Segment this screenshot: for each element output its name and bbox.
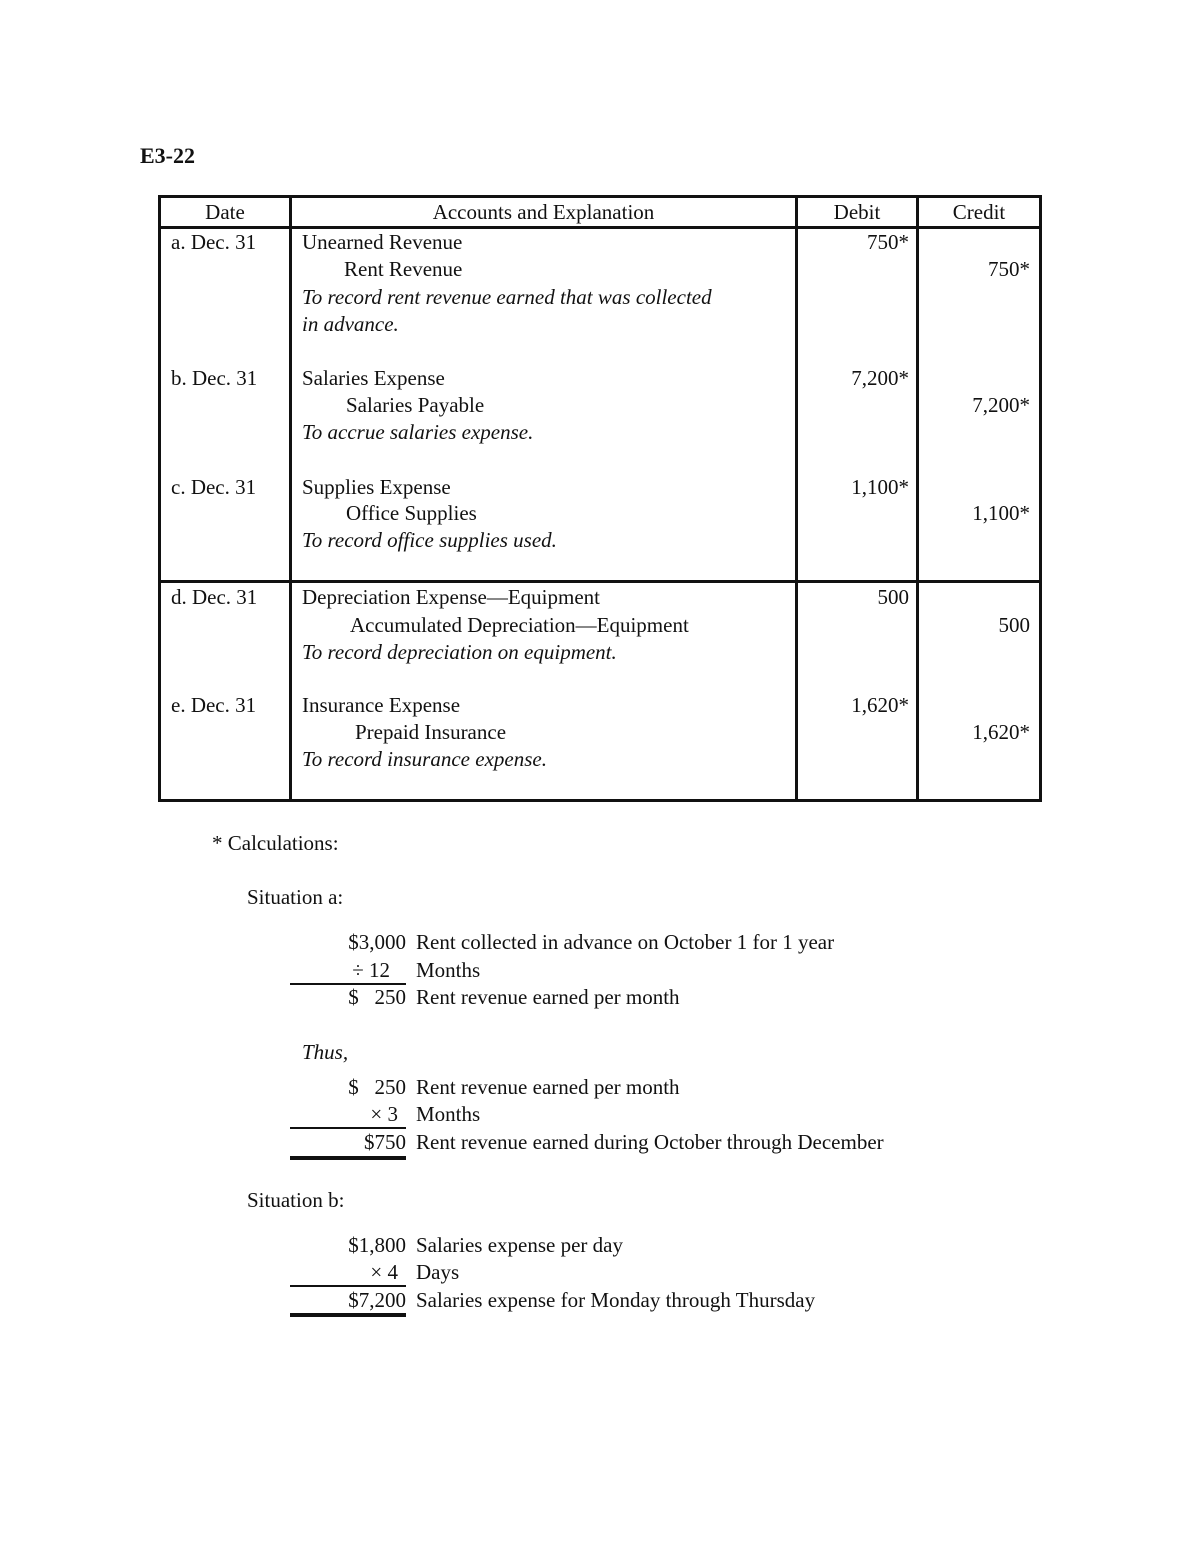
calc-description: Rent revenue earned per month bbox=[416, 1075, 680, 1099]
calc-amount: × 4 bbox=[370, 1260, 398, 1284]
entry-explanation: To record depreciation on equipment. bbox=[302, 640, 617, 664]
entry-explanation: To accrue salaries expense. bbox=[302, 420, 534, 444]
date-column-divider bbox=[289, 195, 292, 802]
situation-a-label: Situation a: bbox=[247, 885, 344, 909]
credit-amount: 7,200* bbox=[972, 393, 1030, 417]
debit-account: Salaries Expense bbox=[302, 366, 445, 390]
calc-amount: $ 250 bbox=[348, 1075, 406, 1099]
calc-description: Salaries expense for Monday through Thursday bbox=[416, 1288, 816, 1312]
header-accounts: Accounts and Explanation bbox=[432, 200, 655, 224]
calc-amount: $750 bbox=[364, 1130, 406, 1154]
calc-description: Salaries expense per day bbox=[416, 1233, 623, 1257]
entry-explanation: To record rent revenue earned that was collected bbox=[302, 285, 712, 309]
entry-explanation-cont: in advance. bbox=[302, 312, 399, 336]
debit-account: Depreciation Expense—Equipment bbox=[302, 585, 600, 609]
credit-account: Salaries Payable bbox=[346, 393, 485, 417]
calc-amount: $1,800 bbox=[348, 1233, 406, 1257]
exercise-title: E3-22 bbox=[140, 143, 195, 168]
situation-b-label: Situation b: bbox=[247, 1188, 345, 1212]
calc-amount: $ 250 bbox=[348, 985, 406, 1009]
calc-description: Rent collected in advance on October 1 for 1 year bbox=[416, 930, 835, 954]
calculations-heading: * Calculations: bbox=[212, 831, 339, 855]
debit-amount: 1,620* bbox=[851, 693, 909, 717]
calc-amount: $3,000 bbox=[348, 930, 406, 954]
credit-amount: 500 bbox=[998, 613, 1030, 637]
debit-account: Insurance Expense bbox=[302, 693, 461, 717]
calc-description: Months bbox=[416, 958, 481, 982]
accounts-column-divider bbox=[795, 195, 798, 802]
credit-account: Rent Revenue bbox=[344, 257, 463, 281]
credit-account: Prepaid Insurance bbox=[355, 720, 507, 744]
credit-amount: 1,100* bbox=[972, 501, 1030, 525]
entry-date: a. Dec. 31 bbox=[171, 230, 257, 254]
debit-amount: 1,100* bbox=[851, 475, 909, 499]
header-credit: Credit bbox=[952, 200, 1006, 224]
calc-description: Rent revenue earned per month bbox=[416, 985, 680, 1009]
entry-date: e. Dec. 31 bbox=[171, 693, 257, 717]
debit-amount: 7,200* bbox=[851, 366, 909, 390]
total-double-rule bbox=[290, 1156, 406, 1160]
debit-column-divider bbox=[916, 195, 919, 802]
debit-account: Supplies Expense bbox=[302, 475, 451, 499]
header-date: Date bbox=[205, 200, 245, 224]
header-debit: Debit bbox=[833, 200, 881, 224]
calc-description: Months bbox=[416, 1102, 481, 1126]
debit-amount: 500 bbox=[877, 585, 909, 609]
entry-date: b. Dec. 31 bbox=[171, 366, 258, 390]
debit-account: Unearned Revenue bbox=[302, 230, 463, 254]
debit-amount: 750* bbox=[867, 230, 909, 254]
calc-description: Days bbox=[416, 1260, 460, 1284]
credit-account: Office Supplies bbox=[346, 501, 477, 525]
credit-amount: 750* bbox=[988, 257, 1030, 281]
entry-explanation: To record insurance expense. bbox=[302, 747, 547, 771]
calc-amount: ÷ 12 bbox=[352, 958, 390, 982]
right-border bbox=[1039, 195, 1042, 802]
entry-date: c. Dec. 31 bbox=[171, 475, 257, 499]
total-double-rule bbox=[290, 1313, 406, 1317]
left-border bbox=[158, 195, 161, 802]
credit-account: Accumulated Depreciation—Equipment bbox=[350, 613, 689, 637]
calc-amount: × 3 bbox=[370, 1102, 398, 1126]
thus-label: Thus, bbox=[302, 1040, 349, 1064]
calc-description: Rent revenue earned during October through December bbox=[416, 1130, 884, 1154]
entry-date: d. Dec. 31 bbox=[171, 585, 258, 609]
calc-amount: $7,200 bbox=[348, 1288, 406, 1312]
entry-explanation: To record office supplies used. bbox=[302, 528, 557, 552]
credit-amount: 1,620* bbox=[972, 720, 1030, 744]
